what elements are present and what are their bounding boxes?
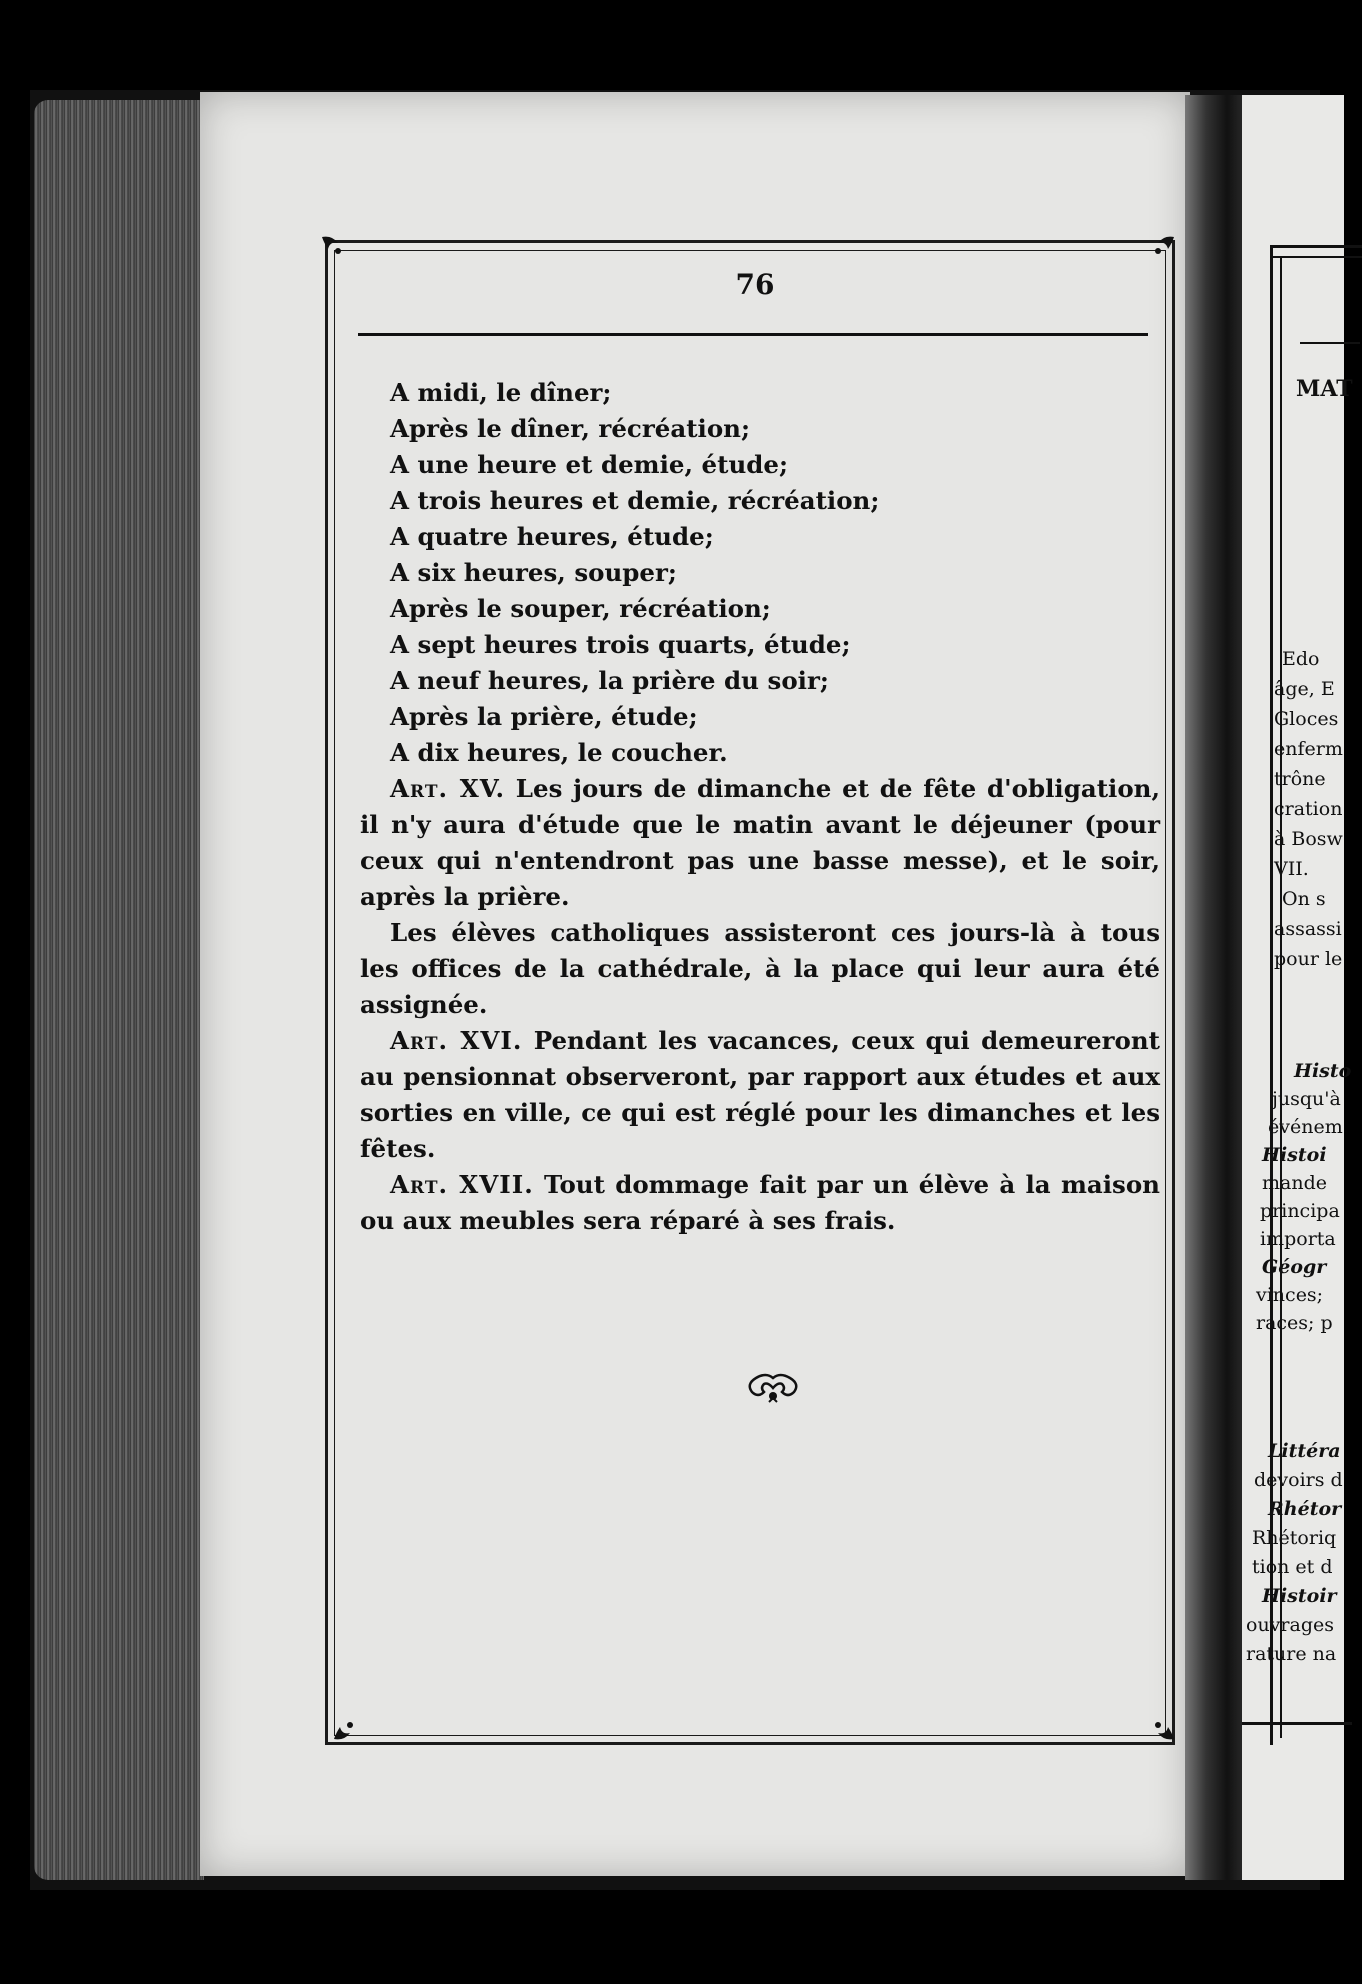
article-text: Tout dommage fait par un élève à la maison ou aux meubles sera réparé à ses frais. — [360, 1170, 1160, 1235]
page-edges — [34, 100, 204, 1880]
schedule-line: Après la prière, étude; — [390, 702, 698, 731]
adjacent-text-line: pour le — [1274, 948, 1343, 970]
adjacent-title: MAT — [1296, 376, 1353, 402]
corner-ornament-top-left-icon — [318, 233, 346, 261]
adjacent-text-line: On s — [1282, 888, 1326, 910]
adjacent-text-line: ouvrages — [1246, 1614, 1334, 1636]
adjacent-text-line: devoirs d — [1254, 1469, 1343, 1491]
corner-ornament-top-right-icon — [1150, 233, 1178, 261]
adjacent-text-line: Rhétor — [1268, 1498, 1342, 1520]
adjacent-header-rule — [1300, 342, 1360, 344]
page-number: 76 — [735, 268, 775, 301]
adjacent-text-line: Histoir — [1262, 1585, 1337, 1607]
schedule-line: Après le souper, récréation; — [390, 594, 771, 623]
schedule-line: A dix heures, le coucher. — [390, 738, 728, 767]
adjacent-text-line: cration — [1274, 798, 1343, 820]
corner-ornament-bottom-right-icon — [1150, 1715, 1178, 1743]
adjacent-text-line: Géogr — [1262, 1256, 1327, 1278]
article-text: Les jours de dimanche et de fête d'obligation, il n'y aura d'étude que le matin avant le déjeuner (pour ceux qui n'entendront pas une basse messe), et le soir, après la prière. — [360, 774, 1161, 911]
schedule-line: Après le dîner, récréation; — [390, 414, 751, 443]
adjacent-text-line: tion et d — [1252, 1556, 1333, 1578]
header-rule — [358, 333, 1148, 336]
adjacent-text-line: Histoi — [1262, 1144, 1327, 1166]
adjacent-text-line: jusqu'à — [1272, 1088, 1341, 1110]
article-text: Pendant les vacances, ceux qui demeureront au pensionnat observeront, par rapport aux études et aux sorties en ville, ce qui est réglé pour les dimanches et les fêtes. — [360, 1026, 1160, 1163]
corner-ornament-bottom-left-icon — [330, 1715, 358, 1743]
adjacent-text-line: enferm — [1274, 738, 1343, 760]
article-17 — [360, 1167, 1160, 1239]
article-15 — [360, 771, 1160, 915]
adjacent-page — [1242, 95, 1344, 1880]
schedule-line: A neuf heures, la prière du soir; — [390, 666, 829, 695]
schedule-line: A six heures, souper; — [390, 558, 677, 587]
schedule-line: A sept heures trois quarts, étude; — [390, 630, 851, 659]
adjacent-frame-bottom — [1242, 1722, 1352, 1725]
schedule-line: A une heure et demie, étude; — [390, 450, 789, 479]
page-body — [360, 375, 1160, 1239]
adjacent-text-line: Histo — [1294, 1060, 1352, 1082]
adjacent-frame-left — [1270, 245, 1273, 1745]
schedule-line: A quatre heures, étude; — [390, 522, 714, 551]
adjacent-text-line: VII. — [1274, 858, 1309, 880]
book-gutter — [1185, 95, 1245, 1880]
adjacent-text-line: rature na — [1246, 1643, 1337, 1665]
schedule-line: A trois heures et demie, récréation; — [390, 486, 880, 515]
article-16 — [360, 1023, 1160, 1167]
adjacent-text-line: vinces; — [1256, 1284, 1324, 1306]
adjacent-text-line: Rhétoriq — [1252, 1527, 1337, 1549]
adjacent-text-line: trône — [1274, 768, 1326, 790]
adjacent-text-line: âge, E — [1274, 678, 1335, 700]
adjacent-text-line: races; p — [1256, 1312, 1333, 1334]
tailpiece-ornament-icon — [738, 1372, 808, 1406]
adjacent-text-line: Littéra — [1268, 1440, 1341, 1462]
schedule-line: A midi, le dîner; — [390, 378, 612, 407]
article-15-paragraph-2: Les élèves catholiques assisteront ces jours-là à tous les offices de la cathédrale, à la place qui leur aura été assignée. — [360, 918, 1160, 1019]
article-label: Art. XV. — [390, 774, 506, 803]
article-label: Art. XVI. — [390, 1026, 523, 1055]
adjacent-text-line: Edo — [1282, 648, 1320, 670]
adjacent-frame-top — [1272, 245, 1362, 248]
adjacent-text-line: principa — [1260, 1200, 1340, 1222]
adjacent-text-line: mande — [1262, 1172, 1327, 1194]
article-label: Art. XVII. — [390, 1170, 534, 1199]
adjacent-frame-top-inner — [1272, 256, 1362, 258]
adjacent-text-line: Gloces — [1274, 708, 1339, 730]
adjacent-text-line: importa — [1260, 1228, 1336, 1250]
adjacent-text-line: à Bosw — [1274, 828, 1343, 850]
adjacent-text-line: assassi — [1274, 918, 1342, 940]
adjacent-text-line: événem — [1268, 1116, 1343, 1138]
